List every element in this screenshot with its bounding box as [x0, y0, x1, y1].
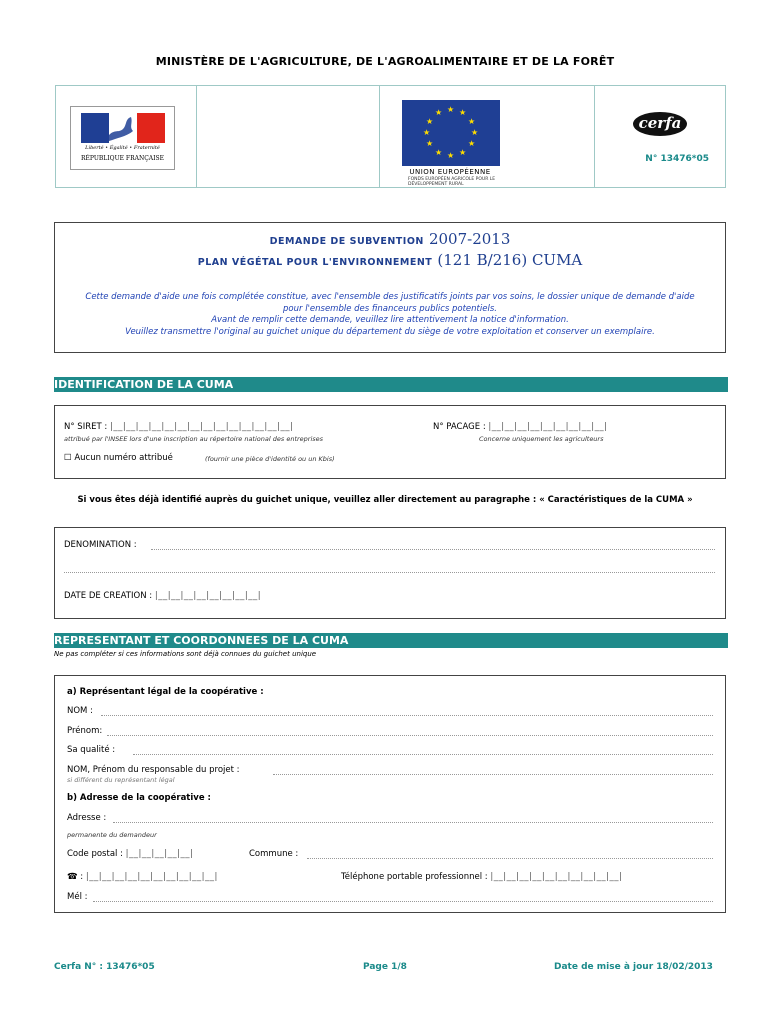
republique-label: RÉPUBLIQUE FRANÇAISE: [81, 155, 164, 162]
prenom-label: Prénom:: [67, 726, 103, 736]
mobile-input[interactable]: |__|__|__|__|__|__|__|__|__|__|: [490, 872, 623, 882]
code-postal-label: Code postal :: [67, 849, 123, 859]
title-box: [54, 222, 726, 353]
title-measure: (121 B/216) CUMA: [437, 251, 583, 269]
responsable-field[interactable]: [273, 774, 713, 775]
telephone-input[interactable]: |__|__|__|__|__|__|__|__|__|__|: [85, 872, 218, 882]
eu-subtitle: FONDS EUROPÉEN AGRICOLE POUR LE DÉVELOPPEMENT RURAL: [408, 177, 496, 187]
intro-line-3: Avant de remplir cette demande, veuillez lire attentivement la notice d'information.: [211, 315, 569, 325]
qualite-label: Sa qualité :: [67, 745, 116, 755]
denomination-label: DENOMINATION :: [64, 540, 137, 550]
representant-box: [54, 675, 726, 913]
cerfa-number: N° 13476*05: [645, 154, 709, 164]
pacage-label: N° PACAGE :: [433, 422, 486, 432]
republique-francaise-logo: [70, 106, 175, 170]
marianne-flag: [81, 113, 165, 143]
code-postal-input[interactable]: |__|__|__|__|__|: [125, 849, 194, 859]
cerfa-logo: cerfa: [633, 112, 687, 136]
footer-date: Date de mise à jour 18/02/2013: [554, 962, 713, 972]
siret-input[interactable]: |__|__|__|__|__|__|__|__|__|__|__|__|__|__|: [109, 422, 294, 432]
mel-label: Mél :: [67, 892, 88, 902]
nom-label: NOM :: [67, 706, 93, 716]
adresse-field[interactable]: [113, 822, 713, 823]
siret-row: [64, 422, 293, 432]
title-period: 2007-2013: [428, 230, 511, 248]
identification-box: [54, 405, 726, 479]
mobile-row: [341, 872, 622, 882]
logo-table: [55, 85, 726, 188]
title-plan: PLAN VÉGÉTAL POUR L'ENVIRONNEMENT: [197, 257, 433, 268]
date-label: DATE DE CREATION :: [64, 591, 153, 601]
title-demande: DEMANDE DE SUBVENTION: [269, 236, 424, 247]
logo-cell-empty: [196, 86, 379, 187]
section-representant-title: REPRESENTANT ET COORDONNEES DE LA CUMA: [54, 633, 728, 648]
section-representant-note: Ne pas compléter si ces informations sont déjà connues du guichet unique: [54, 650, 317, 658]
siret-label: N° SIRET :: [64, 422, 108, 432]
footer-cerfa: Cerfa N° : 13476*05: [54, 962, 155, 972]
logo-cell-eu: [379, 86, 594, 187]
date-input[interactable]: |__|__|__|__|__|__|__|__|: [154, 591, 262, 601]
responsable-label: NOM, Prénom du responsable du projet :: [67, 765, 240, 775]
eu-flag-icon: ★ ★ ★ ★ ★ ★ ★ ★ ★ ★ ★ ★: [402, 100, 500, 166]
adresse-label: Adresse :: [67, 813, 107, 823]
section-identification-title: IDENTIFICATION DE LA CUMA: [54, 377, 728, 392]
pacage-row: [433, 422, 608, 432]
no-number-note: (fournir une pièce d'identité ou un Kbis): [205, 455, 335, 463]
pacage-note: Concerne uniquement les agriculteurs: [479, 435, 604, 443]
footer-page: Page 1/8: [363, 962, 407, 972]
denomination-field-2[interactable]: [64, 572, 715, 573]
marianne-profile-icon: [109, 113, 137, 143]
eu-title: UNION EUROPÉENNE: [409, 168, 491, 176]
qualite-field[interactable]: [133, 754, 713, 755]
ministry-title: MINISTÈRE DE L'AGRICULTURE, DE L'AGROALIMENTAIRE ET DE LA FORÊT: [155, 55, 615, 68]
representant-heading: a) Représentant légal de la coopérative :: [67, 687, 264, 697]
denomination-box: [54, 527, 726, 619]
logo-cell-cerfa: [594, 86, 725, 187]
adresse-note: permanente du demandeur: [67, 831, 157, 839]
notice-text: Si vous êtes déjà identifié auprès du guichet unique, veuillez aller directement au paragraphe : « Caractéristiques de la CUMA »: [77, 495, 693, 505]
telephone-row: [67, 872, 218, 882]
intro-text: [55, 292, 725, 338]
responsable-note: si différent du représentant légal: [67, 776, 175, 784]
intro-line-1: Cette demande d'aide une fois complétée constitue, avec l'ensemble des justificatifs joints par vos soins, le dossier unique de demande d'aide: [85, 292, 695, 302]
nom-field[interactable]: [101, 715, 713, 716]
title-line-2: [55, 250, 725, 269]
commune-field[interactable]: [307, 858, 713, 859]
prenom-field[interactable]: [107, 735, 713, 736]
date-row: [64, 591, 261, 601]
telephone-label: ☎ :: [67, 872, 84, 882]
mel-field[interactable]: [93, 901, 713, 902]
code-postal-row: [67, 849, 193, 859]
siret-note: attribué par l'INSEE lors d'une inscription au répertoire national des entreprises: [64, 435, 324, 443]
title-line-1: [55, 229, 725, 248]
logo-cell-republique: [56, 86, 196, 187]
intro-line-4: Veuillez transmettre l'original au guichet unique du département du siège de votre exploitation et conserver un exemplaire.: [125, 326, 655, 337]
pacage-input[interactable]: |__|__|__|__|__|__|__|__|__|: [488, 422, 608, 432]
intro-line-2: pour l'ensemble des financeurs publics potentiels.: [283, 303, 497, 314]
republique-motto: Liberté • Égalité • Fraternité: [85, 145, 160, 151]
commune-label: Commune :: [249, 849, 299, 859]
mobile-label: Téléphone portable professionnel :: [341, 872, 488, 882]
no-number-checkbox[interactable]: ☐ Aucun numéro attribué: [64, 453, 173, 463]
denomination-field[interactable]: [151, 549, 715, 550]
adresse-heading: b) Adresse de la coopérative :: [67, 793, 211, 803]
